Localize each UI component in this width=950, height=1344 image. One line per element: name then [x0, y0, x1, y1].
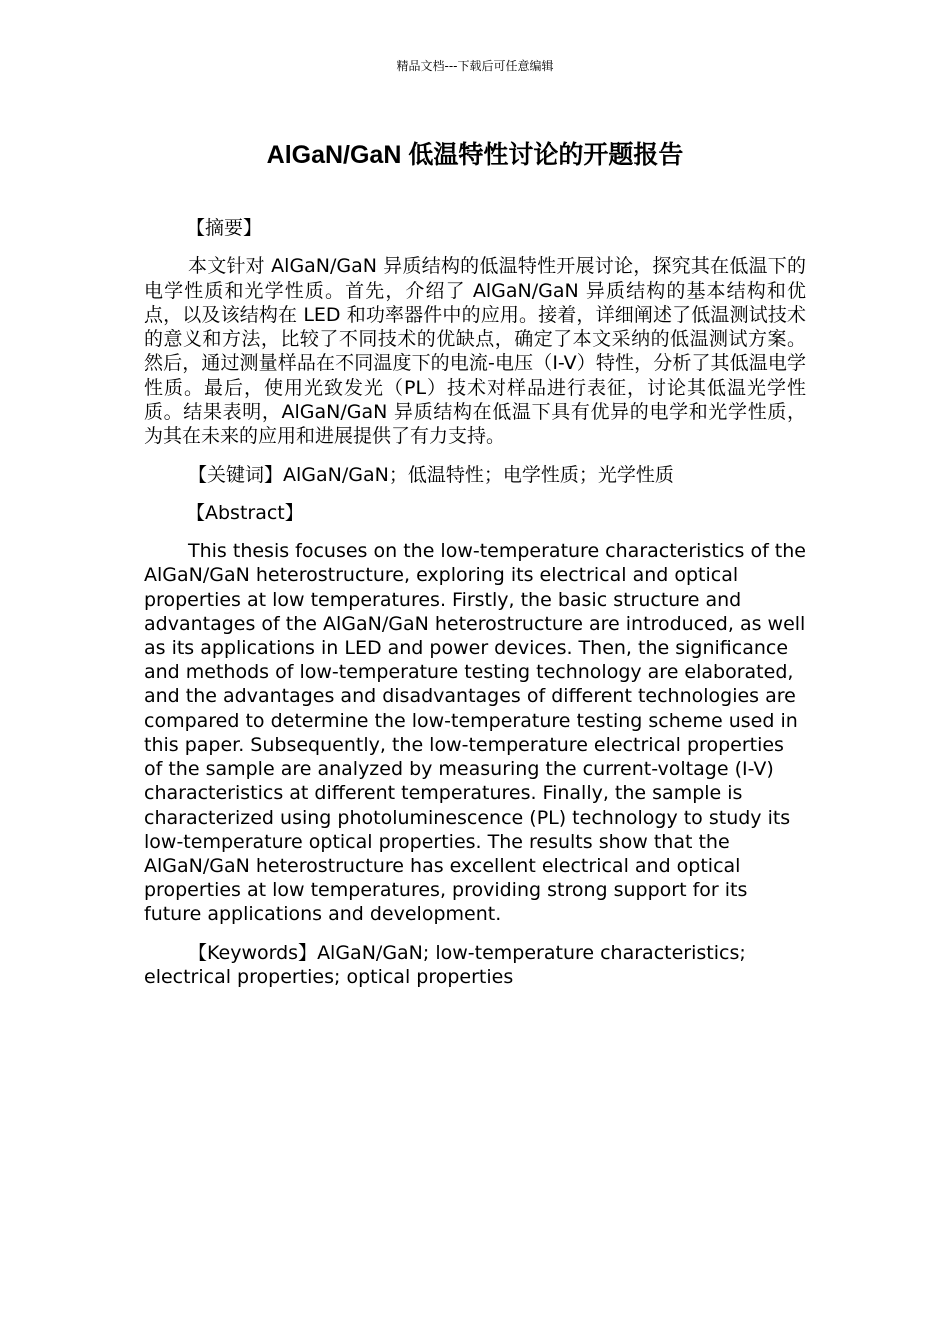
zh-keywords: [144, 463, 806, 487]
zh-keywords-text: AlGaN/GaN；低温特性；电学性质；光学性质: [283, 463, 674, 486]
en-keywords-text: AlGaN/GaN; low-temperature characteristics; electrical properties; optical properties: [144, 941, 746, 988]
header-note: 精品文档---下载后可任意编辑: [396, 59, 554, 73]
document-body: [144, 216, 806, 1003]
zh-abstract-body: 本文针对 AlGaN/GaN 异质结构的低温特性开展讨论，探究其在低温下的电学性质和光学性质。首先，介绍了 AlGaN/GaN 异质结构的基本结构和优点，以及该结构在 LED 和功率器件中的应用。接着，详细阐述了低温测试技术的意义和方法，比较了不同技术的优缺点，确定了本文采纳的低温测试方案。然后，通过测量样品在不同温度下的电流-电压（I-V）特性，分析了其低温电学性质。最后，使用光致发光（PL）技术对样品进行表征，讨论其低温光学性质。结果表明，AlGaN/GaN 异质结构在低温下具有优异的电学和光学性质，为其在未来的应用和进展提供了有力支持。: [144, 255, 806, 448]
document-title: AlGaN/GaN 低温特性讨论的开题报告: [266, 141, 684, 169]
zh-keywords-label: 【关键词】: [188, 463, 284, 486]
zh-abstract-heading: 【摘要】: [186, 217, 263, 239]
en-abstract-body: This thesis focuses on the low-temperature characteristics of the AlGaN/GaN heterostructure, exploring its electrical and optical properties at low temperatures. Firstly, the basic structure and advantages of the AlGaN/GaN heterostructure are introduced, as well as its applications in LED and power devices. Then, the significance and methods of low-temperature testing technology are elaborated, and the advantages and disadvantages of different technologies are compared to determine the low-temperature testing scheme used in this paper. Subsequently, the low-temperature electrical properties of the sample are analyzed by measuring the current-voltage (I-V) characteristics at different temperatures. Finally, the sample is characterized using photoluminescence (PL) technology to study its low-temperature optical properties. The results show that the AlGaN/GaN heterostructure has excellent electrical and optical properties at low temperatures, providing strong support for its future applications and development.: [144, 540, 806, 926]
en-keywords: [144, 941, 806, 990]
en-abstract-heading: 【Abstract】: [186, 501, 304, 524]
en-keywords-label: 【Keywords】: [188, 941, 318, 964]
